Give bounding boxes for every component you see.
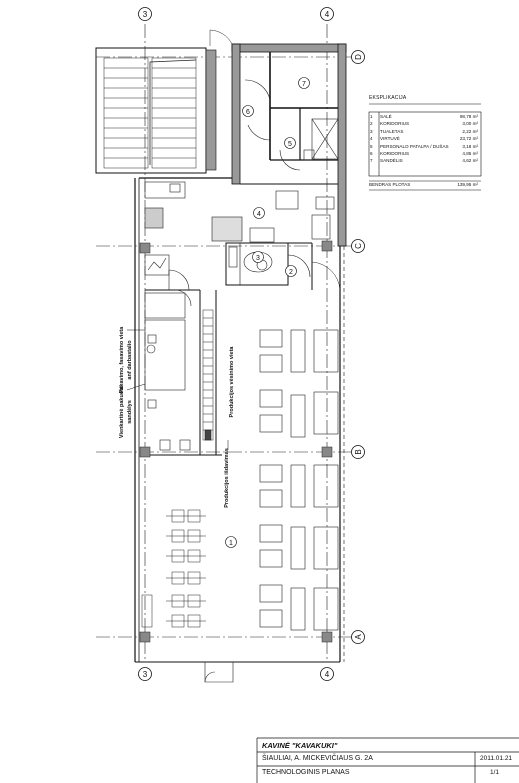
walls [96,44,346,662]
room-number-2: 2 [289,269,293,276]
label-storage: sandėlys [127,400,133,424]
room-number-5: 5 [288,141,292,148]
total-area: 139,95 m² [457,182,478,187]
axis-label-c: C [354,243,363,249]
axis-label-b: B [354,449,363,455]
project-address: ŠIAULIAI, A. MICKEVIČIAUS G. 2A [262,755,373,762]
explication-row [369,143,481,150]
dining-tables-right [260,330,338,630]
row-number: 4 [370,136,373,142]
sheet-title: TECHNOLOGINIS PLANAS [262,769,350,776]
toilet-fixtures [229,247,310,277]
axis-label-bottom-3: 3 [142,670,148,679]
sheet-number: 1/1 [490,769,500,776]
total-label: BENDRAS PLOTAS [369,182,411,187]
explication-row [369,113,481,120]
explication-table [369,95,481,196]
explication-row [369,157,481,164]
label-work-area: anf darbastalio [127,340,133,380]
axis-label-a: A [354,634,363,640]
row-name: VIRTUVĖ [380,136,400,142]
axis-label-top-4: 4 [324,10,330,19]
axis-label-d: D [354,54,363,60]
row-number: 6 [370,150,373,156]
inner-stair [203,310,213,440]
row-number: 1 [370,114,373,119]
row-area: 23,72 m² [459,136,478,142]
row-number: 2 [370,121,373,127]
explication-total [369,181,481,188]
axis-label-top-3: 3 [142,10,148,19]
row-area: 3,00 m² [462,121,478,127]
room-number-7: 7 [302,81,306,88]
explication-rows [369,113,481,165]
row-area: 3,18 m² [462,143,478,149]
row-number: 7 [370,158,373,164]
entrance-swing [312,262,340,290]
explication-row [369,135,481,142]
columns [140,241,332,642]
label-disposable: Vienkartinė pakuotė [119,385,125,439]
project-name: KAVINĖ "KAVAKUKI" [262,741,338,750]
row-name: KORIDORIUS [380,150,410,156]
title-block [257,738,519,783]
row-name: PERSONALO PATALPA / DUŠAS [380,143,449,149]
row-area: 2,22 m² [462,128,478,134]
explication-row [369,150,481,157]
row-area: 4,85 m² [462,150,478,156]
room-number-6: 6 [246,109,250,116]
label-packaging: Pakavimo, fasavimo vieta [119,326,125,394]
row-area: 4,62 m² [462,158,478,164]
dining-tables-left [142,510,206,627]
label-production: Produkcijos vėsinimo vieta [229,346,235,418]
row-name: SALĖ [380,114,392,119]
row-area: 98,78 m² [459,114,478,119]
row-name: TUALETAS [380,128,404,134]
room-number-1: 1 [229,540,233,547]
row-number: 3 [370,128,373,134]
axis-label-bottom-4: 4 [324,670,330,679]
row-name: SANDĖLIS [380,158,403,164]
label-dispatch: Produkcijos išdavimas [224,448,230,508]
drawing-date: 2011.01.21 [480,755,513,762]
explication-row [369,128,481,135]
room-number-3: 3 [256,255,260,262]
room-number-4: 4 [257,211,261,218]
row-name: KORIDORIUS [380,121,410,127]
explication-row [369,120,481,127]
row-number: 5 [370,143,373,149]
explication-title: EKSPLIKACIJA [369,95,407,101]
